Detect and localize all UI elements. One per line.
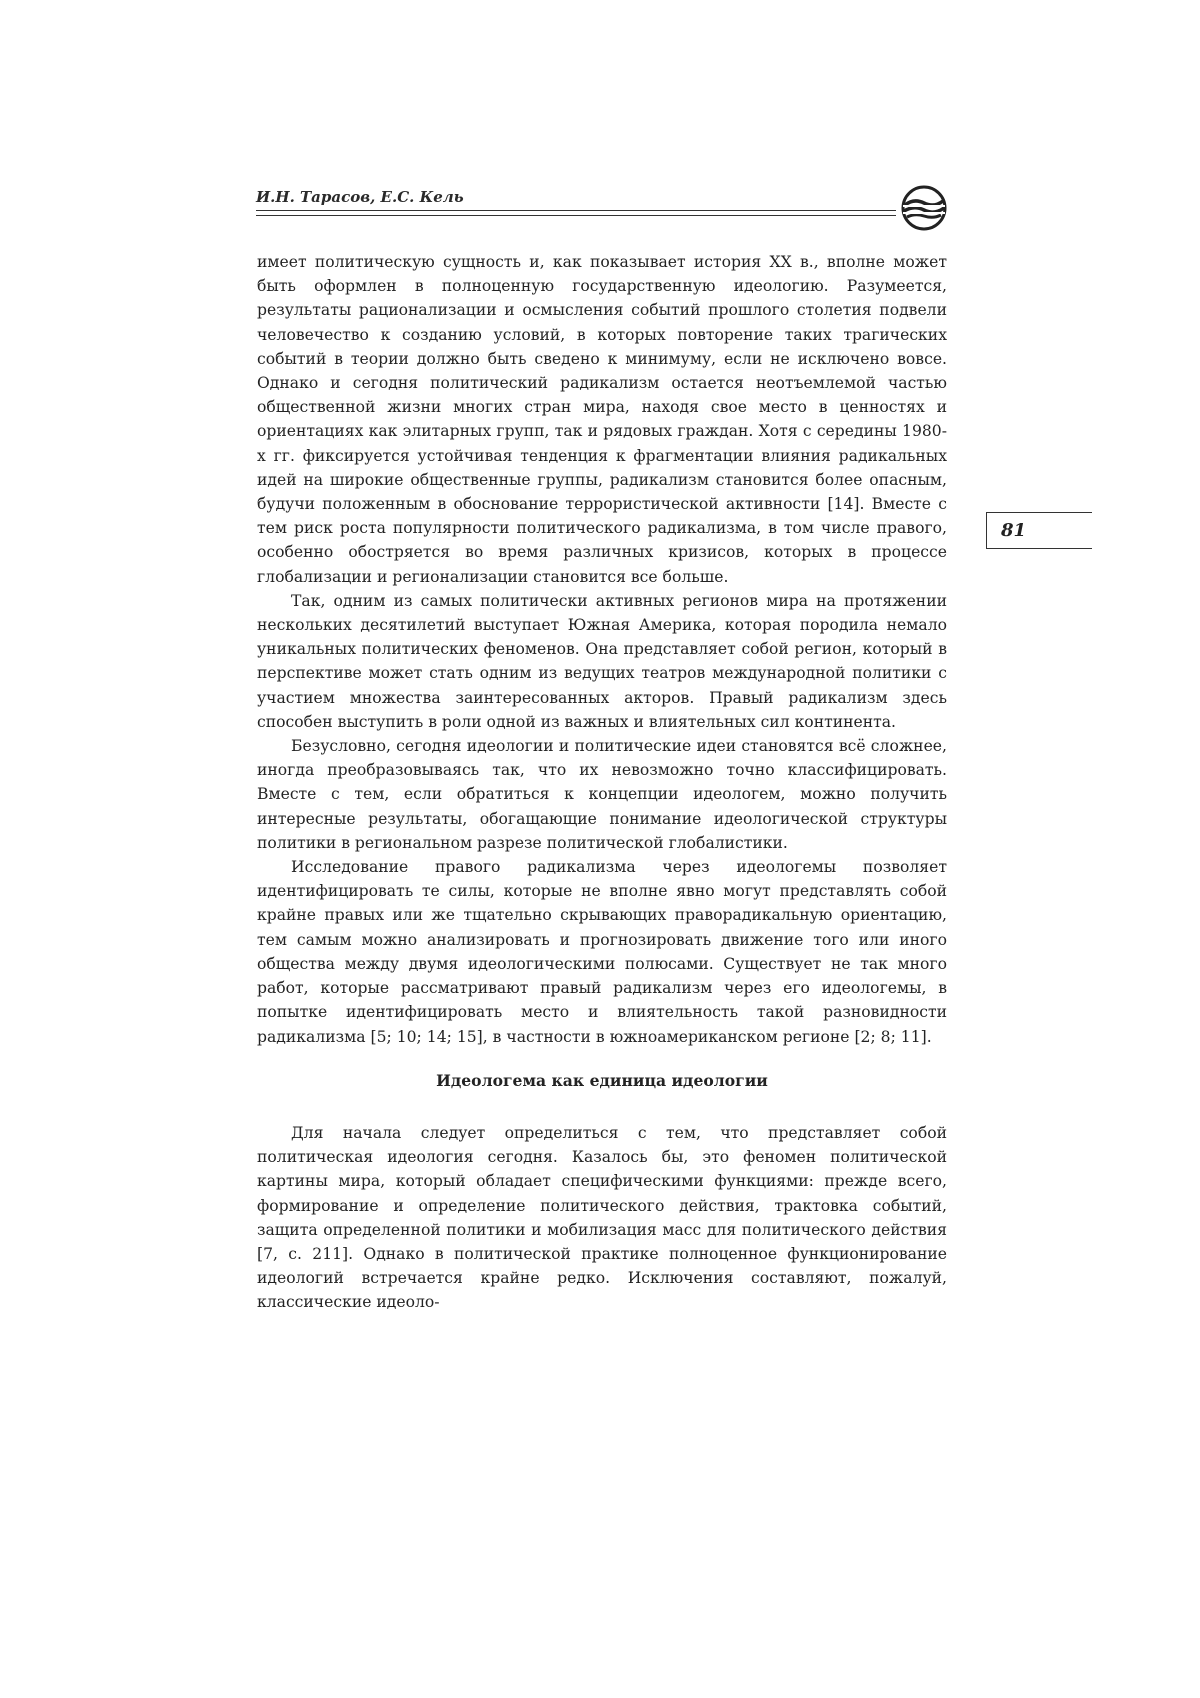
paragraph-4: Исследование правого радикализма через идеологемы позволяет идентифицировать те силы, которые не вполне явно могут представлять собой крайне правых или же тщательно скрывающих праворадикальную ориентацию, тем самым можно анализировать и прогнозировать движение того или иного общества между двумя идеологическими полюсами. Существует не так много работ, которые рассматривают правый радикализм через его идеологемы, в попытке идентифицировать место и влиятельность такой разновидности радикализма [5; 10; 14; 15], в частности в южноамериканском регионе [2; 8; 11]. [257,858,947,1046]
page-number-box [986,512,1092,549]
paragraph-1: имеет политическую сущность и, как показывает история XX в., вполне может быть оформлен в полноценную государственную идеологию. Разумеется, результаты рационализации и осмысления событий прошлого столетия подвели человечество к созданию условий, в которых повторение таких трагических событий в теории должно быть сведено к минимуму, если не исключено вовсе. Однако и сегодня политический радикализм остается неотъемлемой частью общественной жизни многих стран мира, находя свое место в ценностях и ориентациях как элитарных групп, так и рядовых граждан. Хотя с середины 1980-х гг. фиксируется устойчивая тенденция к фрагментации влияния радикальных идей на широкие общественные группы, радикализм становится более опасным, будучи положенным в обоснование террористической активности [14]. Вместе с тем риск роста популярности политического радикализма, в том числе правого, особенно обостряется во время различных кризисов, которых в процессе глобализации и регионализации становится все больше. [257,253,947,586]
body-text [257,250,947,1315]
header-rule-bottom [256,215,896,216]
section-heading: Идеологема как единица идеологии [436,1070,768,1090]
running-header [256,188,946,232]
page-number: 81 [1001,520,1027,541]
paragraph-3: Безусловно, сегодня идеологии и политические идеи становятся всё сложнее, иногда преобразовываясь так, что их невозможно точно классифицировать. Вместе с тем, если обратиться к концепции идеологем, можно получить интересные результаты, обогащающие понимание идеологической структуры политики в региональном разрезе политической глобалистики. [257,737,947,852]
publisher-logo-icon [901,185,947,231]
paragraph-5: Для начала следует определиться с тем, что представляет собой политическая идеология сегодня. Казалось бы, это феномен политической картины мира, который обладает специфическими функциями: прежде всего, формирование и определение политического действия, трактовка событий, защита определенной политики и мобилизация масс для политического действия [7, с. 211]. Однако в политической практике полноценное функционирование идеологий встречается крайне редко. Исключения составляют, пожалуй, классические идеоло- [257,1123,947,1312]
paragraph-2: Так, одним из самых политически активных регионов мира на протяжении нескольких десятилетий выступает Южная Америка, которая породила немало уникальных политических феноменов. Она представляет собой регион, который в перспективе может стать одним из ведущих театров международной политики с участием множества заинтересованных акторов. Правый радикализм здесь способен выступить в роли одной из важных и влиятельных сил континента. [257,591,947,731]
header-authors: И.Н. Тарасов, Е.С. Кель [256,188,464,206]
header-rule-top [256,210,896,211]
